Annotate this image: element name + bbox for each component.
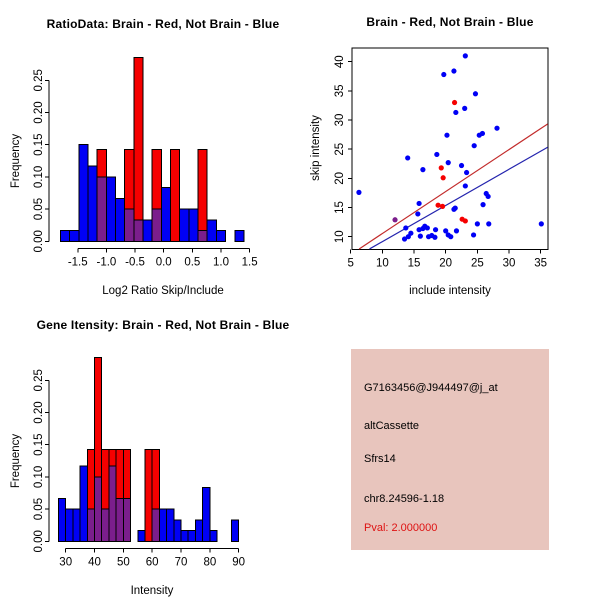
svg-text:1.0: 1.0 (213, 256, 229, 269)
svg-text:0.00: 0.00 (33, 230, 45, 253)
svg-text:40: 40 (334, 55, 346, 69)
genomic-location-text: chr8.24596-1.18 (364, 493, 445, 505)
svg-text:25: 25 (470, 257, 484, 270)
svg-text:20: 20 (439, 257, 453, 270)
ratio-hist-ylabel: Frequency (10, 133, 22, 189)
svg-text:70: 70 (174, 556, 188, 569)
gene_hist-plot (33, 357, 245, 568)
svg-text:0.25: 0.25 (33, 369, 45, 392)
svg-text:35: 35 (334, 84, 346, 98)
notbrain-fit-line (370, 147, 548, 249)
svg-text:10: 10 (334, 230, 346, 244)
svg-text:30: 30 (334, 113, 346, 127)
scatter-xlabel: include intensity (409, 285, 491, 297)
probe-id-text: G7163456@J944497@j_at (364, 382, 498, 394)
svg-text:0.10: 0.10 (33, 465, 45, 489)
svg-text:0.0: 0.0 (155, 256, 172, 269)
svg-text:0.20: 0.20 (33, 101, 45, 124)
svg-text:80: 80 (203, 556, 217, 569)
ratio-hist-xlabel: Log2 Ratio Skip/Include (102, 285, 224, 297)
svg-text:0.10: 0.10 (33, 165, 45, 189)
svg-text:30: 30 (59, 556, 73, 569)
gene-hist-ylabel: Frequency (10, 433, 22, 489)
info-panel (351, 349, 549, 550)
gene_hist-bars (58, 357, 238, 541)
svg-text:-0.5: -0.5 (125, 256, 145, 269)
intensity_scatter-points (356, 53, 544, 241)
svg-text:0.00: 0.00 (33, 530, 45, 553)
svg-text:20: 20 (334, 171, 346, 185)
gene-hist-xlabel: Intensity (130, 585, 174, 597)
svg-text:15: 15 (407, 257, 421, 270)
svg-text:50: 50 (116, 556, 130, 569)
svg-text:0.20: 0.20 (33, 401, 45, 424)
svg-text:0.05: 0.05 (33, 497, 45, 521)
svg-text:0.15: 0.15 (33, 433, 45, 456)
gene-hist-title: Gene Itensity: Brain - Red, Not Brain - Blue (36, 318, 290, 332)
svg-text:-1.0: -1.0 (96, 256, 117, 269)
svg-text:60: 60 (145, 556, 159, 569)
scatter-ylabel: skip intensity (310, 115, 322, 181)
scatter-title: Brain - Red, Not Brain - Blue (366, 15, 534, 29)
pval-text: Pval: 2.000000 (364, 522, 438, 534)
splice-event-text: altCassette (364, 420, 420, 432)
svg-text:1.5: 1.5 (241, 256, 258, 269)
svg-text:0.5: 0.5 (184, 256, 201, 269)
svg-text:15: 15 (334, 201, 346, 214)
svg-text:40: 40 (88, 556, 101, 569)
svg-text:25: 25 (334, 142, 346, 156)
svg-text:10: 10 (375, 257, 389, 270)
svg-text:35: 35 (534, 257, 548, 270)
brain-fit-line (359, 124, 548, 249)
svg-text:0.25: 0.25 (33, 69, 45, 92)
intensity_scatter-plot (334, 48, 548, 269)
svg-text:-1.5: -1.5 (67, 256, 88, 269)
ratio_hist-bars (61, 57, 244, 241)
svg-text:30: 30 (502, 257, 516, 270)
ratio-hist-title: RatioData: Brain - Red, Not Brain - Blue (46, 17, 280, 31)
svg-text:0.05: 0.05 (33, 197, 45, 221)
svg-text:5: 5 (347, 257, 354, 270)
svg-text:90: 90 (232, 556, 246, 569)
svg-text:0.15: 0.15 (33, 133, 45, 156)
ratio_hist-plot (33, 57, 258, 268)
gene-name-text: Sfrs14 (364, 453, 396, 465)
